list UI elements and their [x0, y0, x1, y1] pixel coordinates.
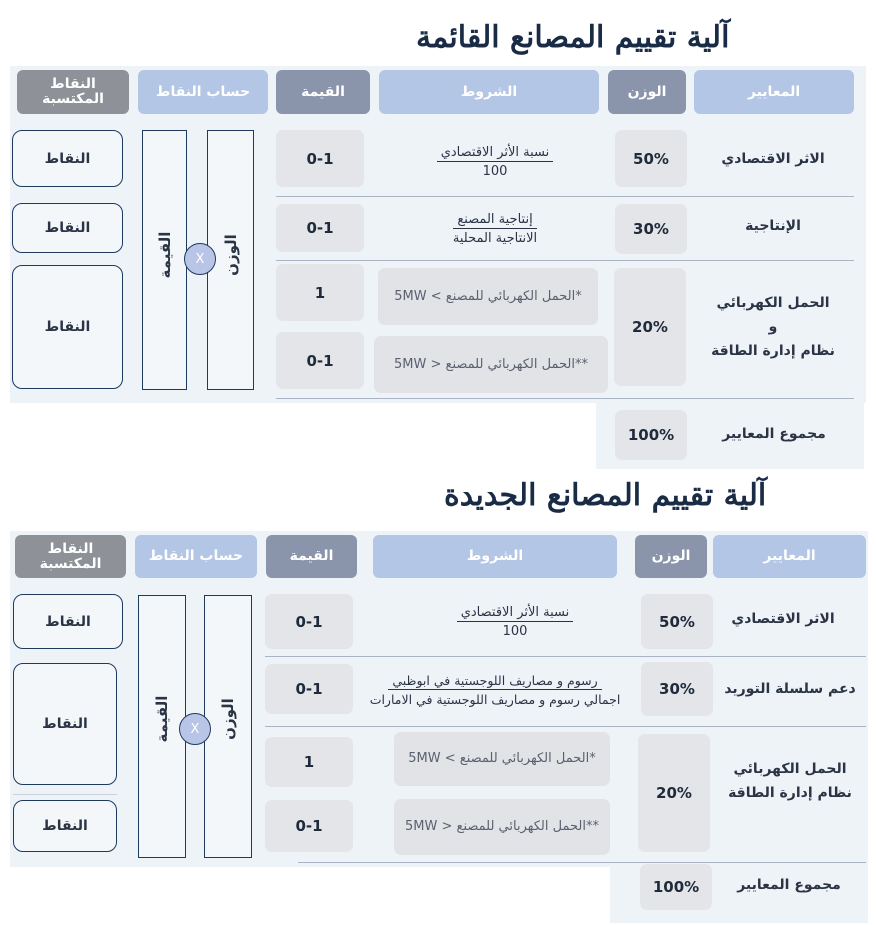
existing-criterion-power [680, 284, 866, 372]
multiply-icon: X [184, 243, 216, 275]
new-row-separator [265, 726, 866, 727]
existing-fraction-productivity-numerator: إنتاجية المصنع [453, 212, 536, 229]
new-weight-power: 20% [638, 734, 710, 852]
new-fraction-economic-denominator: 100 [502, 624, 528, 639]
new-row-separator [265, 656, 866, 657]
new-header-earned: النقاط المكتسبة [15, 535, 126, 578]
existing-total-label: مجموع المعايير [722, 426, 826, 443]
new-criterion-power-line1: الحمل الكهربائي [733, 761, 847, 778]
existing-title: آلية تقييم المصانع القائمة [416, 20, 730, 55]
existing-row-separator [276, 398, 854, 399]
existing-fraction-productivity-denominator: الانتاجية المحلية [452, 231, 538, 246]
new-value-power-low: 0-1 [265, 800, 353, 852]
existing-row-separator [276, 260, 854, 261]
existing-fraction-economic [400, 138, 590, 186]
new-value-supply-chain: 0-1 [265, 664, 353, 714]
existing-value-economic: 0-1 [276, 130, 364, 187]
existing-criterion-power-line1: الحمل الكهربائي [716, 295, 830, 312]
existing-header-calc: حساب النقاط [138, 70, 268, 114]
existing-total-value: 100% [615, 410, 687, 460]
new-condition-power-low: **الحمل الكهربائي للمصنع < 5MW [394, 799, 610, 855]
existing-fraction-economic-numerator: نسبة الأثر الاقتصادي [437, 145, 554, 162]
new-value-economic: 0-1 [265, 594, 353, 649]
new-criterion-power-line2: نظام إدارة الطاقة [728, 785, 852, 801]
existing-calc-value-label: القيمة [156, 231, 174, 279]
new-weight-economic: 50% [641, 594, 713, 649]
existing-criterion-economic: الاثر الاقتصادي [721, 151, 825, 168]
existing-header-criteria: المعايير [694, 70, 854, 114]
existing-points-productivity: النقاط [12, 203, 123, 253]
existing-weight-productivity: 30% [615, 204, 687, 254]
new-points-supply-chain: النقاط [13, 663, 117, 785]
new-header-value: القيمة [266, 535, 357, 578]
existing-header-earned: النقاط المكتسبة [17, 70, 129, 114]
new-fraction-economic [420, 598, 610, 646]
existing-value-power-low: 0-1 [276, 332, 364, 389]
existing-condition-power-high: *الحمل الكهربائي للمصنع > 5MW [378, 268, 598, 325]
new-title: آلية تقييم المصانع الجديدة [444, 478, 767, 513]
multiply-icon: X [179, 713, 211, 745]
new-row-separator [298, 862, 866, 863]
existing-criterion-power-line2: و [768, 319, 778, 336]
new-points-economic: النقاط [13, 594, 123, 649]
existing-fraction-economic-denominator: 100 [482, 164, 508, 179]
new-value-power-high: 1 [265, 737, 353, 787]
existing-header-value: القيمة [276, 70, 370, 114]
existing-header-conditions: الشروط [379, 70, 599, 114]
new-header-weight: الوزن [635, 535, 707, 578]
new-criterion-supply-chain: دعم سلسلة التوريد [724, 681, 856, 698]
new-total-label: مجموع المعايير [737, 877, 841, 894]
new-header-conditions: الشروط [373, 535, 617, 578]
existing-calc-weight-label: الوزن [222, 234, 240, 276]
new-criterion-power [712, 752, 868, 812]
existing-condition-power-low: **الحمل الكهربائي للمصنع < 5MW [374, 336, 608, 393]
new-fraction-supply-chain-denominator: اجمالي رسوم و مصاريف اللوجستية في الامارات [369, 692, 621, 707]
existing-value-power-high: 1 [276, 264, 364, 321]
existing-points-economic: النقاط [12, 130, 123, 187]
existing-header-weight: الوزن [608, 70, 686, 114]
existing-criterion-productivity: الإنتاجية [745, 218, 801, 235]
new-fraction-economic-numerator: نسبة الأثر الاقتصادي [457, 605, 574, 622]
existing-points-power: النقاط [12, 265, 123, 389]
existing-row-separator [276, 196, 854, 197]
new-header-criteria: المعايير [713, 535, 866, 578]
existing-fraction-productivity [400, 206, 590, 252]
new-total-value: 100% [640, 864, 712, 910]
new-fraction-supply-chain-numerator: رسوم و مصاريف اللوجستية في ابوظبي [388, 673, 601, 690]
existing-weight-power: 20% [614, 268, 686, 386]
existing-weight-economic: 50% [615, 130, 687, 187]
new-weight-supply-chain: 30% [641, 662, 713, 716]
new-points-power: النقاط [13, 800, 117, 852]
new-calc-value-label: القيمة [153, 695, 171, 743]
new-condition-power-high: *الحمل الكهربائي للمصنع > 5MW [394, 732, 610, 786]
existing-criterion-power-line3: نظام إدارة الطاقة [711, 342, 835, 359]
existing-value-productivity: 0-1 [276, 204, 364, 252]
new-points-divider [13, 794, 117, 795]
new-calc-weight-label: الوزن [219, 698, 237, 740]
new-fraction-supply-chain [352, 666, 638, 714]
new-criterion-economic: الاثر الاقتصادي [731, 611, 835, 628]
new-header-calc: حساب النقاط [135, 535, 257, 578]
